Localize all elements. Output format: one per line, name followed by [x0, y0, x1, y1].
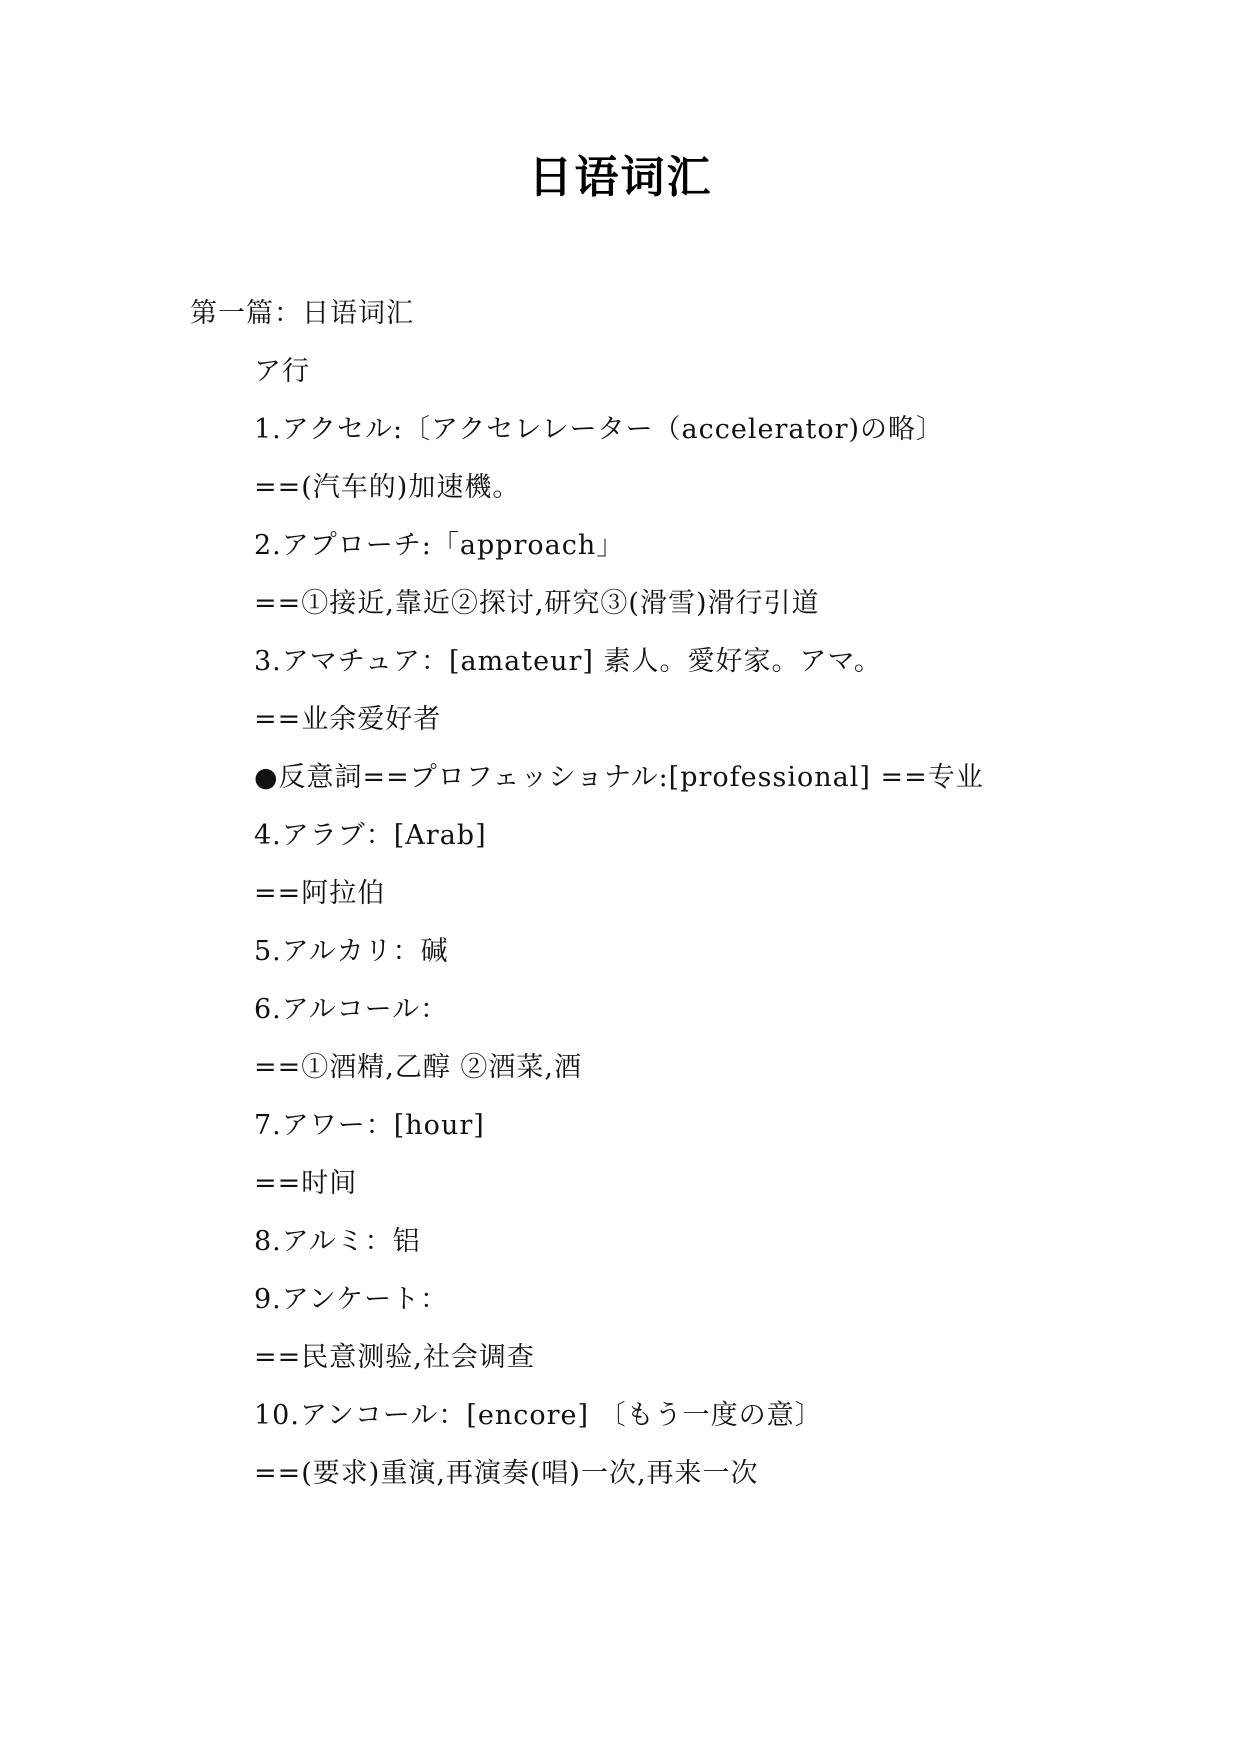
- vocab-entry-6: 6.アルコール：: [254, 994, 449, 1025]
- vocab-entry-7: 7.アワー：[hour]: [254, 1110, 485, 1141]
- vocab-definition-6: ==①酒精,乙醇 ②酒菜,酒: [254, 1052, 582, 1083]
- vocab-entry-1: 1.アクセル:〔アクセレレーター（accelerator)の略〕: [254, 414, 945, 445]
- vocab-entry-4: 4.アラブ：[Arab]: [254, 820, 487, 851]
- vocab-entry-9: 9.アンケート：: [254, 1284, 449, 1315]
- vocab-definition-10: ==(要求)重演,再演奏(唱)一次,再来一次: [254, 1458, 759, 1489]
- vocab-entry-2: 2.アプローチ:「approach」: [254, 530, 625, 561]
- document-title: 日语词汇: [528, 152, 713, 203]
- section-heading: 第一篇：日语词汇: [190, 298, 414, 329]
- antonym-note: ●反意詞==プロフェッショナル:[professional] ==专业: [254, 762, 984, 793]
- vocab-entry-3: 3.アマチュア：[amateur] 素人。愛好家。アマ。: [254, 646, 882, 677]
- subsection-heading: ア行: [254, 356, 310, 387]
- document-body: [190, 285, 1060, 1503]
- vocab-definition-7: ==时间: [254, 1168, 358, 1199]
- vocab-definition-4: ==阿拉伯: [254, 878, 386, 909]
- vocab-definition-3: ==业余爱好者: [254, 704, 442, 735]
- vocab-entry-5: 5.アルカリ：碱: [254, 936, 449, 967]
- vocab-definition-1: ==(汽车的)加速機。: [254, 472, 521, 503]
- vocab-definition-2: ==①接近,靠近②探讨,研究③(滑雪)滑行引道: [254, 588, 820, 619]
- vocab-entry-10: 10.アンコール：[encore] 〔もう一度の意〕: [254, 1400, 823, 1431]
- vocab-entry-8: 8.アルミ：铝: [254, 1226, 421, 1257]
- vocab-definition-9: ==民意测验,社会调查: [254, 1342, 535, 1373]
